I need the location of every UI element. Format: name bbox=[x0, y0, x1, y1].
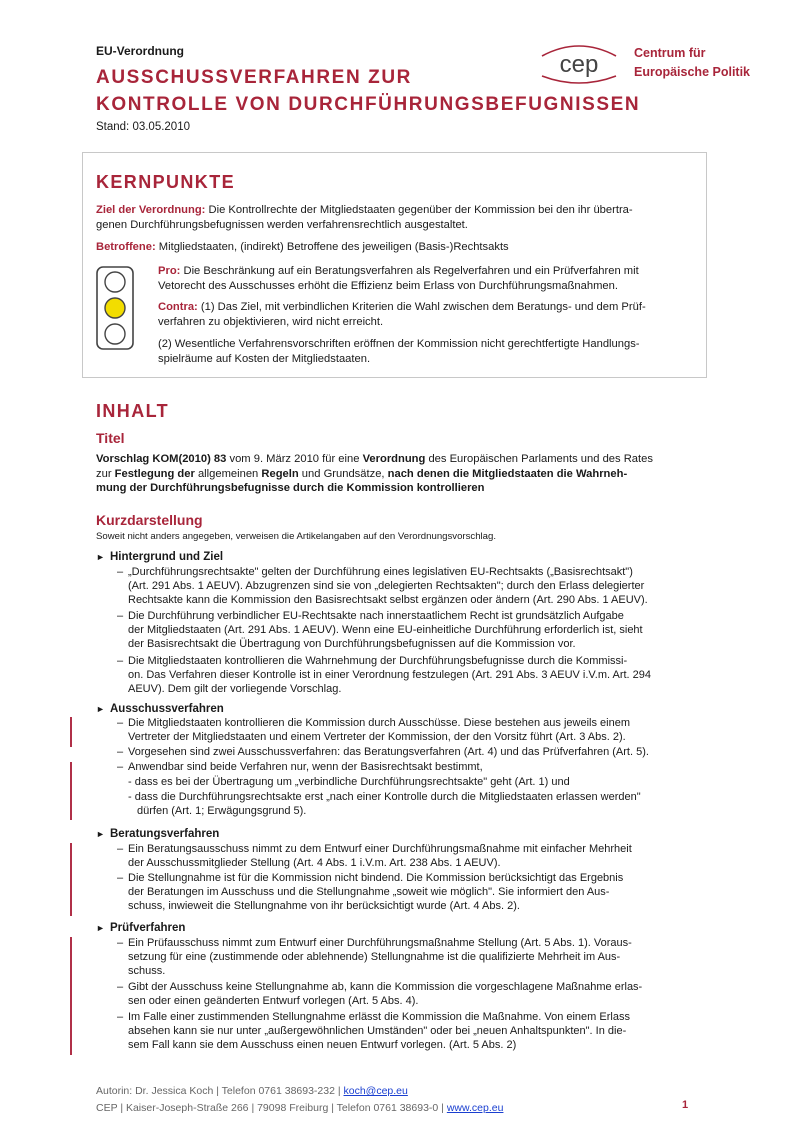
logo-wordmark bbox=[634, 44, 750, 82]
dash-bullet: – bbox=[117, 610, 124, 622]
list-line: sen oder einen geänderten Entwurf vorlegen (Art. 5 Abs. 4). bbox=[128, 994, 419, 1007]
list-line: schuss, inwieweit die Stellungnahme von ihr berücksichtigt wurde (Art. 4 Abs. 2). bbox=[128, 899, 520, 912]
page-number: 1 bbox=[682, 1099, 689, 1111]
title-line-1: AUSSCHUSSVERFAHREN ZUR bbox=[96, 67, 413, 88]
list-item bbox=[128, 1011, 694, 1052]
titel-text: vom 9. März 2010 für eine bbox=[226, 453, 363, 465]
titel-text: des Europäischen Parlaments und des Rates bbox=[425, 453, 653, 465]
kurzdarstellung-note: Soweit nicht anders angegeben, verweisen die Artikelangaben auf den Verordnungsvorschlag. bbox=[96, 531, 497, 542]
list-line: - dass die Durchführungsrechtsakte erst „nach einer Kontrolle durch die Mitgliedstaaten erlassen werden" bbox=[128, 791, 641, 803]
document-kicker: EU-Verordnung bbox=[96, 44, 185, 58]
list-line: schuss. bbox=[128, 964, 166, 977]
change-bar bbox=[70, 762, 72, 820]
section-heading bbox=[96, 551, 223, 563]
dash-bullet: – bbox=[117, 872, 124, 884]
list-line: Die Mitgliedstaaten kontrollieren die Wahrnehmung der Durchführungsbefugnisse durch die Kommissi- bbox=[128, 655, 628, 667]
list-line: AEUV). Dem gilt der vorliegende Vorschlag. bbox=[128, 682, 342, 695]
betroffene-label: Betroffene: bbox=[96, 241, 156, 253]
list-line: dürfen (Art. 1; Erwägungsgrund 5). bbox=[137, 804, 307, 817]
list-line: Im Falle einer zustimmenden Stellungnahme erlässt die Kommission die Maßnahme. Von einem Erlass bbox=[128, 1011, 630, 1023]
list-line: Anwendbar sind beide Verfahren nur, wenn der Basisrechtsakt bestimmt, bbox=[128, 761, 483, 773]
section-heading-text: Prüfverfahren bbox=[110, 922, 186, 934]
kernpunkte-heading: KERNPUNKTE bbox=[96, 172, 236, 192]
contra-2-line-1: (2) Wesentliche Verfahrensvorschriften eröffnen der Kommission nicht gerechtfertigte Handlungs- bbox=[158, 338, 640, 350]
arrow-right-icon: ► bbox=[96, 704, 105, 714]
change-bar bbox=[70, 981, 72, 1011]
change-bar bbox=[70, 717, 72, 747]
section-heading-text: Beratungsverfahren bbox=[110, 828, 220, 840]
contra-paragraph bbox=[158, 300, 692, 329]
footer-author: Autorin: Dr. Jessica Koch | Telefon 0761 38693-232 | bbox=[96, 1085, 344, 1097]
title-line-2: KONTROLLE VON DURCHFÜHRUNGSBEFUGNISSEN bbox=[96, 94, 641, 115]
list-item bbox=[128, 761, 694, 775]
titel-text: allgemeinen bbox=[194, 467, 262, 480]
titel-document-id: Vorschlag KOM(2010) 83 bbox=[96, 453, 227, 465]
dash-bullet: – bbox=[117, 761, 124, 773]
list-line: der Mitgliedstaaten (Art. 291 Abs. 1 AEUV). Wenn eine EU-einheitliche Durchführung erforderlich ist, sieht bbox=[128, 623, 643, 636]
list-line: Die Mitgliedstaaten kontrollieren die Kommission durch Ausschüsse. Diese bestehen aus jeweils einem bbox=[128, 717, 630, 729]
change-bar bbox=[70, 937, 72, 981]
ziel-text-2: genen Durchführungsbefugnissen werden verfahrensrechtlich ausgestaltet. bbox=[96, 218, 468, 231]
titel-bold: Festlegung der bbox=[114, 467, 195, 480]
contra-2-line-2: spielräume auf Kosten der Mitgliedstaaten. bbox=[158, 352, 371, 365]
arrow-right-icon: ► bbox=[96, 552, 105, 562]
pro-paragraph bbox=[158, 264, 692, 293]
traffic-light-top bbox=[105, 272, 125, 292]
list-line: sem Fall kann sie dem Ausschuss einen neuen Entwurf vorlegen. (Art. 5 Abs. 2) bbox=[128, 1038, 517, 1051]
ziel-text-1: Die Kontrollrechte der Mitgliedstaaten gegenüber der Kommission bei den ihr übertra- bbox=[205, 204, 633, 216]
section-heading bbox=[96, 922, 185, 934]
titel-text: und Grundsätze, bbox=[298, 467, 388, 480]
titel-bold: nach denen die Mitgliedstaaten die Wahrneh- bbox=[387, 467, 628, 480]
arrow-right-icon: ► bbox=[96, 923, 105, 933]
list-item bbox=[128, 610, 694, 651]
page-footer bbox=[96, 1083, 503, 1117]
pro-text-2: Vetorecht des Ausschusses erhöht die Effizienz beim Erlass von Durchführungsmaßnahmen. bbox=[158, 279, 618, 292]
email-link[interactable]: koch@cep.eu bbox=[343, 1085, 408, 1097]
contra-2-paragraph bbox=[158, 337, 692, 366]
logo-line-1: Centrum für bbox=[634, 46, 706, 60]
sub-list-item bbox=[128, 791, 694, 819]
list-line: Vorgesehen sind zwei Ausschussverfahren: das Beratungsverfahren (Art. 4) und das Prüfverfahren (Art. 5). bbox=[128, 746, 649, 758]
list-line: Vertreter der Mitgliedstaaten und einem Vertreter der Kommission, der den Vorsitz führt (Art. 3 Abs. 2). bbox=[128, 730, 626, 743]
sub-list-item bbox=[128, 776, 694, 790]
section-heading-text: Ausschussverfahren bbox=[110, 703, 224, 715]
list-line: der Basisrechtsakt die Übertragung von Durchführungsbefugnissen auf die Kommission vor. bbox=[128, 637, 576, 650]
list-item bbox=[128, 937, 694, 978]
dash-bullet: – bbox=[117, 566, 124, 578]
traffic-light-icon bbox=[96, 266, 134, 350]
dash-bullet: – bbox=[117, 746, 124, 758]
traffic-light-middle-active bbox=[105, 298, 125, 318]
change-bar bbox=[70, 872, 72, 916]
list-line: (Art. 291 Abs. 1 AEUV). Abzugrenzen sind sie von „delegierten Rechtsakten"; durch den Erlass delegierter bbox=[128, 579, 645, 592]
dash-bullet: – bbox=[117, 717, 124, 729]
website-link[interactable]: www.cep.eu bbox=[446, 1102, 504, 1114]
titel-bold: Verordnung bbox=[362, 453, 426, 465]
betroffene-paragraph bbox=[96, 240, 692, 255]
list-line: Rechtsakte kann die Kommission den Basisrechtsakt selbst ergänzen oder ändern (Art. 290 Abs. 1 AEUV). bbox=[128, 593, 648, 606]
traffic-light-bottom bbox=[105, 324, 125, 344]
ziel-label: Ziel der Verordnung: bbox=[96, 204, 206, 216]
section-heading-text: Hintergrund und Ziel bbox=[110, 551, 224, 563]
change-bar bbox=[70, 843, 72, 873]
document-date: Stand: 03.05.2010 bbox=[96, 121, 190, 133]
titel-paragraph bbox=[96, 452, 694, 496]
betroffene-text: Mitgliedstaaten, (indirekt) Betroffene des jeweiligen (Basis-)Rechtsakts bbox=[155, 241, 509, 253]
contra-text-2: verfahren zu objektivieren, wird nicht erreicht. bbox=[158, 315, 384, 328]
list-line: Gibt der Ausschuss keine Stellungnahme ab, kann die Kommission die vorgeschlagene Maßnahme erlas- bbox=[128, 981, 643, 993]
logo-mark-text: cep bbox=[559, 51, 599, 78]
list-item bbox=[128, 843, 694, 871]
list-line: Die Durchführung verbindlicher EU-Rechtsakte nach innerstaatlichem Recht ist grundsätzlich Aufgabe bbox=[128, 610, 624, 622]
list-line: Ein Beratungsausschuss nimmt zu dem Entwurf einer Durchführungsmaßnahme mit einfacher Mehrheit bbox=[128, 843, 632, 855]
titel-bold: Regeln bbox=[261, 467, 299, 480]
dash-bullet: – bbox=[117, 1011, 124, 1023]
dash-bullet: – bbox=[117, 937, 124, 949]
contra-label: Contra: bbox=[158, 301, 198, 313]
pro-label: Pro: bbox=[158, 265, 181, 277]
logo-line-2: Europäische Politik bbox=[634, 65, 751, 79]
list-item bbox=[128, 655, 694, 696]
list-line: „Durchführungsrechtsakte" gelten der Durchführung eines legislativen EU-Rechtsakts („Basisrechtsakt") bbox=[128, 566, 633, 578]
dash-bullet: – bbox=[117, 843, 124, 855]
titel-text: zur bbox=[96, 467, 115, 480]
dash-bullet: – bbox=[117, 981, 124, 993]
list-line: - dass es bei der Übertragung um „verbindliche Durchführungsrechtsakte" geht (Art. 1) und bbox=[128, 776, 570, 788]
list-item bbox=[128, 566, 694, 607]
list-item bbox=[128, 872, 694, 913]
arrow-right-icon: ► bbox=[96, 829, 105, 839]
section-heading bbox=[96, 828, 219, 840]
inhalt-heading: INHALT bbox=[96, 401, 170, 421]
cep-logo-icon bbox=[536, 40, 622, 86]
list-item bbox=[128, 981, 694, 1009]
dash-bullet: – bbox=[117, 655, 124, 667]
titel-heading: Titel bbox=[96, 430, 125, 446]
list-line: der Ausschussmitglieder Stellung (Art. 4 Abs. 1 i.V.m. Art. 238 Abs. 1 AEUV). bbox=[128, 856, 501, 869]
change-bar bbox=[70, 1011, 72, 1055]
pro-text-1: Die Beschränkung auf ein Beratungsverfahren als Regelverfahren und ein Prüfverfahren mit bbox=[180, 265, 639, 277]
list-line: Ein Prüfausschuss nimmt zum Entwurf einer Durchführungsmaßnahme Stellung (Art. 5 Abs. 1). Voraus- bbox=[128, 937, 632, 949]
list-item bbox=[128, 746, 694, 760]
list-line: der Beratungen im Ausschuss und die Stellungnahme „soweit wie möglich". Sie informiert den Aus- bbox=[128, 885, 610, 898]
titel-bold: mung der Durchführungsbefugnisse durch die Kommission kontrollieren bbox=[96, 482, 485, 494]
list-line: Die Stellungnahme ist für die Kommission nicht bindend. Die Kommission berücksichtigt das Ergebnis bbox=[128, 872, 624, 884]
list-line: on. Das Verfahren dieser Kontrolle ist in einer Verordnung festzulegen (Art. 291 Abs. 3 AEUV i.V.m. Art. 294 bbox=[128, 668, 652, 681]
section-heading bbox=[96, 703, 224, 715]
contra-text-1: (1) Das Ziel, mit verbindlichen Kriterien die Wahl zwischen dem Beratungs- und dem Prüf- bbox=[197, 301, 646, 313]
list-line: absehen kann sie nur unter „außergewöhnlichen Umständen" oder bei „neuen Anhaltspunkten". In die- bbox=[128, 1024, 627, 1037]
cep-logo bbox=[536, 40, 776, 90]
list-item bbox=[128, 717, 694, 745]
kurzdarstellung-heading: Kurzdarstellung bbox=[96, 512, 203, 528]
list-line: setzung für eine (zustimmende oder ablehnende) Stellungnahme ist die qualifizierte Mehrheit im Aus- bbox=[128, 950, 621, 963]
ziel-paragraph bbox=[96, 203, 692, 232]
footer-address: CEP | Kaiser-Joseph-Straße 266 | 79098 Freiburg | Telefon 0761 38693-0 | bbox=[96, 1102, 447, 1114]
